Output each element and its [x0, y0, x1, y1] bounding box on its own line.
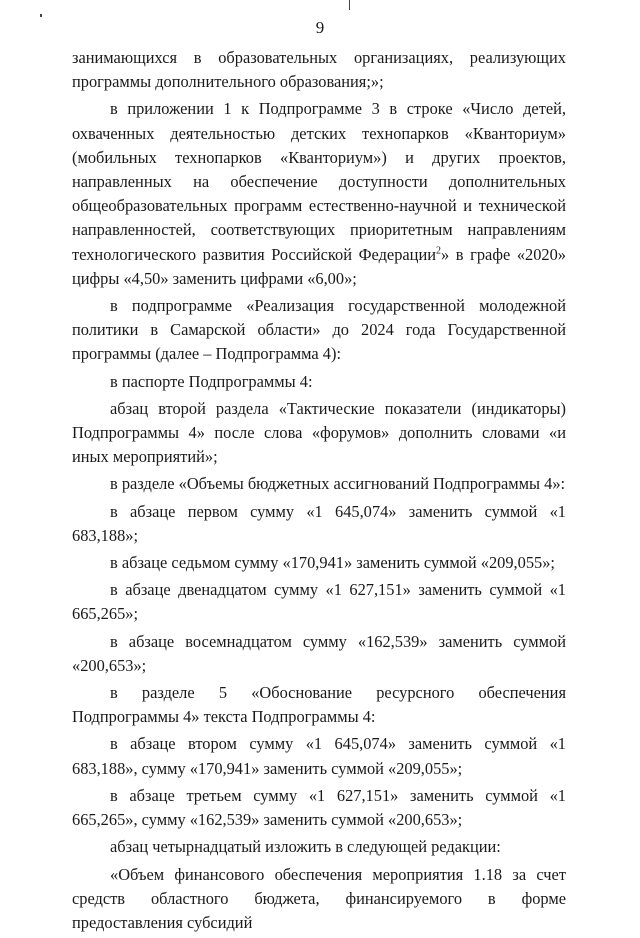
- paragraph-10: в абзаце восемнадцатом сумму «162,539» заменить суммой «200,653»;: [72, 631, 566, 675]
- paragraph-4: в паспорте Подпрограммы 4:: [110, 371, 313, 391]
- scan-mark-left: [40, 14, 42, 17]
- paragraph-13: в абзаце третьем сумму «1 627,151» заменить суммой «1 665,265», сумму «162,539» заменить суммой «200,653»;: [72, 785, 566, 830]
- page-number: 9: [315, 18, 325, 37]
- paragraph-14: абзац четырнадцатый изложить в следующей редакции:: [110, 837, 501, 857]
- paragraph-9: в абзаце двенадцатом сумму «1 627,151» заменить суммой «1 665,265»;: [72, 580, 566, 624]
- scan-mark-top: [349, 0, 350, 10]
- paragraph-7: в абзаце первом сумму «1 645,074» заменить суммой «1 683,188»;: [72, 501, 566, 545]
- paragraph-2-text: в приложении 1 к Подпрограмме 3 в строке «Число детей, охваченных деятельностью детских технопарков «Кванториум» (мобильных технопарков «Кванториум») и других проектов, направленных на обеспечение доступности дополнительных общеобразовательных программ естественно-научной и технической направленностей, соответствующих приоритетным направлениям технологического развития Российской Федерации: [72, 99, 566, 264]
- paragraph-3: в подпрограмме «Реализация государственной молодежной политики в Самарской области» до 2024 года Государственной программы (далее – Подпрограмма 4):: [72, 296, 566, 364]
- paragraph-2: [72, 97, 566, 291]
- paragraph-5: абзац второй раздела «Тактические показатели (индикаторы) Подпрограммы 4» после слова «форумов» дополнить словами «и иных мероприятий»;: [72, 398, 566, 467]
- paragraph-2-tail: » в графе «2020» цифры «4,50» заменить цифрами «6,00»;: [72, 244, 566, 288]
- paragraph-1: занимающихся в образовательных организациях, реализующих программы дополнительного образования;»;: [72, 48, 566, 92]
- paragraph-15: «Объем финансового обеспечения мероприятия 1.18 за счет средств областного бюджета, финансируемого в форме предоставления субсидий: [72, 864, 566, 932]
- paragraph-6: в разделе «Объемы бюджетных ассигнований Подпрограммы 4»:: [110, 474, 566, 494]
- paragraph-12: в абзаце втором сумму «1 645,074» заменить суммой «1 683,188», сумму «170,941» заменить суммой «209,055»;: [72, 734, 566, 778]
- paragraph-11: в разделе 5 «Обоснование ресурсного обеспечения Подпрограммы 4» текста Подпрограммы 4:: [72, 683, 566, 727]
- document-body: [72, 46, 566, 938]
- paragraph-8: в абзаце седьмом сумму «170,941» заменить суммой «209,055»;: [110, 553, 555, 573]
- footnote-ref: 2: [436, 245, 441, 257]
